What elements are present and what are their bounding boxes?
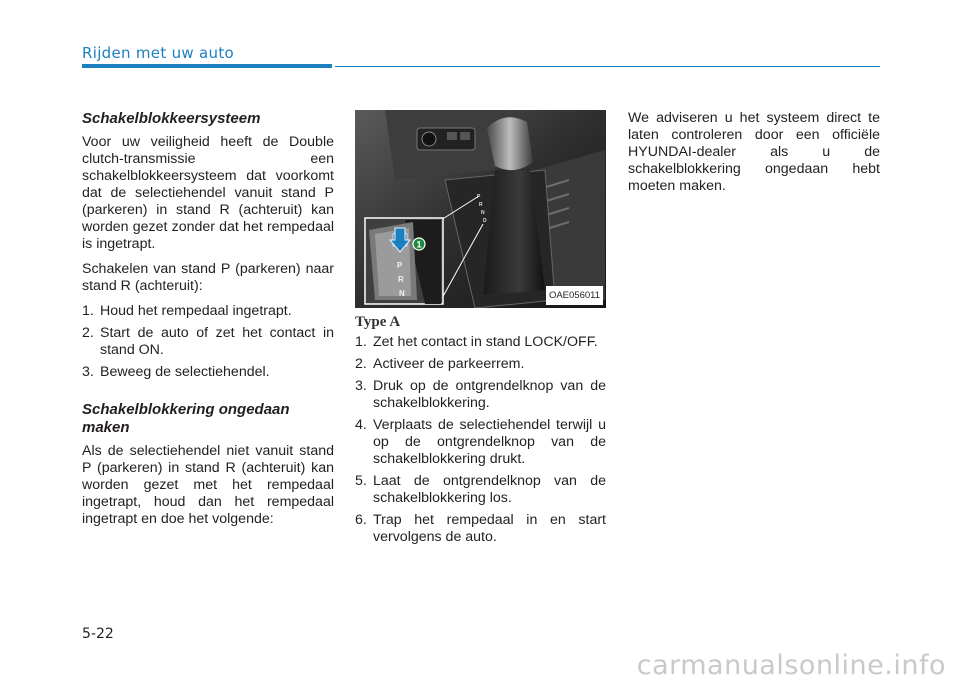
paragraph-intro: Voor uw veiligheid heeft de Double clutch-transmissie een schakelblokkeersysteem dat voorkomt dat de selectiehendel vanuit stand P (parkeren) in stand R (achteruit) kan worden gezet zonder dat het rempedaal is ingetrapt. bbox=[82, 134, 334, 252]
inset-gear-letter: N bbox=[399, 289, 405, 298]
console-gear-letter: N bbox=[481, 210, 485, 216]
list-item: 2. Activeer de parkeerrem. bbox=[355, 356, 525, 372]
heading-shift-lock-release: Schakelblokkering ongedaan maken bbox=[82, 401, 290, 436]
callout-number: 1 bbox=[416, 239, 422, 250]
list-item: 1. Zet het contact in stand LOCK/OFF. bbox=[355, 334, 598, 350]
paragraph-release-intro: Als de selectiehendel niet vanuit stand P (parkeren) in stand R (achteruit) kan worden gezet met het rempedaal ingetrapt, houd dan het rempedaal ingetrapt en doe het volgende: bbox=[82, 443, 334, 527]
list-item: 6. Trap het rempedaal in en start vervolgens de auto. bbox=[355, 512, 606, 545]
watermark: carmanualsonline.info bbox=[636, 650, 946, 681]
list-item: 1. Houd het rempedaal ingetrapt. bbox=[82, 303, 292, 319]
inset-gear-letter: R bbox=[398, 275, 404, 284]
steps-release bbox=[355, 334, 606, 546]
header-rule-thick bbox=[82, 64, 332, 68]
column-middle bbox=[355, 110, 606, 554]
column-left bbox=[82, 110, 334, 536]
list-item: 4. Verplaats de selectiehendel terwijl u op de ontgrendelknop van de schakelblokkering drukt. bbox=[355, 417, 606, 467]
shift-lever-illustration bbox=[355, 110, 606, 308]
steps-shift-p-to-r bbox=[82, 303, 334, 381]
list-item: 2. Start de auto of zet het contact in stand ON. bbox=[82, 325, 334, 358]
inset-gear-letter: P bbox=[397, 261, 403, 270]
console-gear-letter: P bbox=[477, 194, 481, 200]
page-number: 5-22 bbox=[82, 626, 114, 642]
section-title: Rijden met uw auto bbox=[82, 44, 234, 62]
type-label: Type A bbox=[355, 314, 401, 330]
console-gear-letter: D bbox=[483, 218, 487, 224]
list-item: 3. Druk op de ontgrendelknop van de schakelblokkering. bbox=[355, 378, 606, 411]
list-item: 3. Beweeg de selectiehendel. bbox=[82, 364, 270, 380]
shift-lever-photo bbox=[355, 110, 606, 308]
list-item: 5. Laat de ontgrendelknop van de schakelblokkering los. bbox=[355, 473, 606, 506]
header-rule-thin bbox=[335, 66, 880, 67]
column-right bbox=[628, 110, 880, 203]
console-gear-letter: R bbox=[479, 202, 483, 208]
heading-shift-lock-system: Schakelblokkeersysteem bbox=[82, 110, 261, 127]
photo-code: OAE056011 bbox=[546, 286, 603, 305]
paragraph-dealer-advice: We adviseren u het systeem direct te laten controleren door een officiële HYUNDAI-dealer als u de schakelblokkering ongedaan hebt moeten maken. bbox=[628, 110, 880, 194]
paragraph-shift-p-to-r: Schakelen van stand P (parkeren) naar stand R (achteruit): bbox=[82, 261, 334, 294]
